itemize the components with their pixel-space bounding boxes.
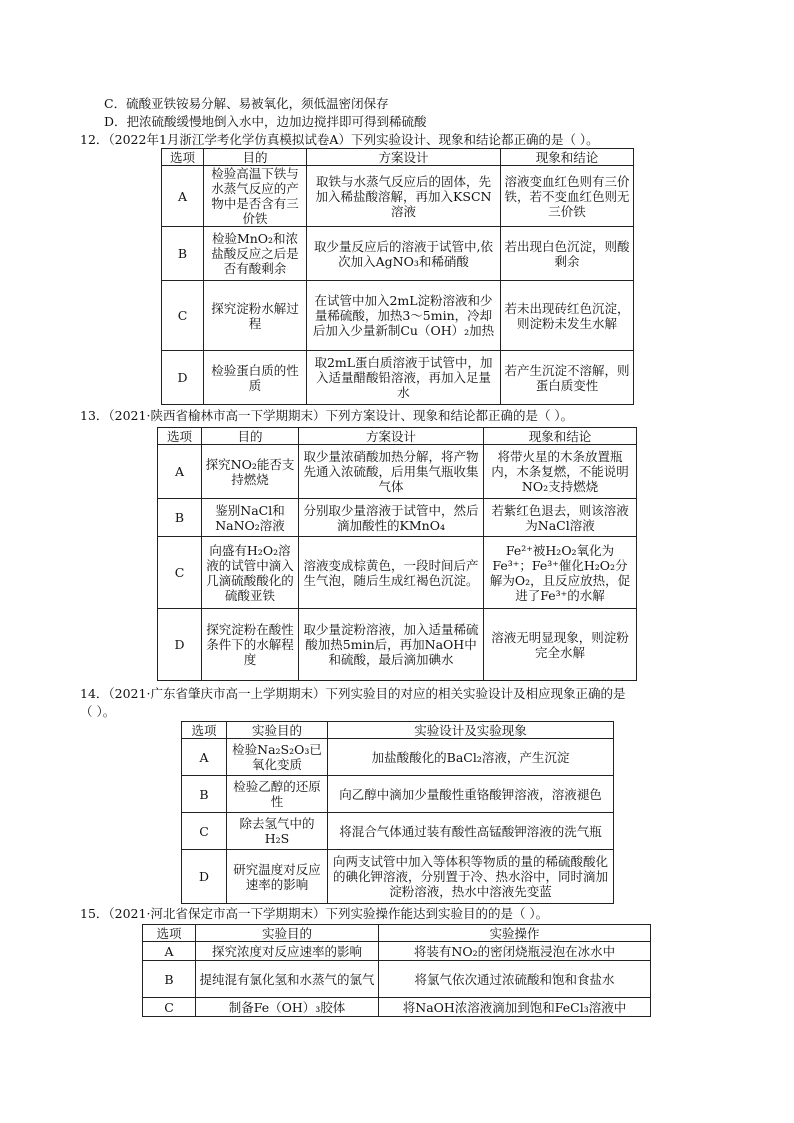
table-cell: 检验高温下铁与水蒸气反应的产物中是否含有三价铁: [204, 166, 307, 227]
header-cell: 实验目的: [196, 925, 379, 942]
option-c-text: C．硫酸亚铁铵易分解、易被氧化，须低温密闭保存: [104, 96, 389, 111]
option-label: C: [162, 281, 204, 351]
header-cell: 现象和结论: [484, 428, 637, 445]
header-cell: 实验目的: [227, 722, 328, 739]
table-cell: 向两支试管中加入等体积等物质的量的稀硫酸酸化的碘化钾溶液，分别置于冷、热水浴中，同时滴加淀粉溶液，热水中溶液先变蓝: [328, 850, 614, 904]
option-label: D: [158, 609, 202, 681]
question-14-title-continued: （ ）。: [80, 704, 116, 719]
table-cell: 若出现白色沉淀，则酸剩余: [501, 227, 634, 281]
table-cell: Fe²⁺被H₂O₂氧化为Fe³⁺；Fe³⁺催化H₂O₂分解为O₂，且反应放热，促进了Fe³⁺的水解: [484, 537, 637, 609]
table-row: [182, 813, 614, 850]
table-row: [162, 227, 634, 281]
table-cell: 检验蛋白质的性质: [204, 351, 307, 405]
table-cell: 溶液变血红色则有三价铁，若不变血红色则无三价铁: [501, 166, 634, 227]
header-cell: 选项: [182, 722, 227, 739]
table-row: [162, 166, 634, 227]
table-header-row: [162, 149, 634, 166]
option-label: B: [182, 776, 227, 813]
option-label: A: [158, 445, 202, 499]
option-label: B: [162, 227, 204, 281]
header-cell: 实验设计及实验现象: [328, 722, 614, 739]
table-cell: 探究NO₂能否支持燃烧: [202, 445, 299, 499]
table-header-row: [182, 722, 614, 739]
table-cell: 在试管中加入2mL淀粉溶液和少量稀硫酸，加热3～5min，冷却后加入少量新制Cu（OH）₂加热: [307, 281, 501, 351]
table-header-row: [143, 925, 651, 942]
option-label: C: [158, 537, 202, 609]
table-cell: 向盛有H₂O₂溶液的试管中滴入几滴硫酸酸化的硫酸亚铁: [202, 537, 299, 609]
option-label: D: [162, 351, 204, 405]
table-row: [158, 537, 637, 609]
table-row: [143, 998, 651, 1017]
question-12-title: 12．（2022年1月浙江学考化学仿真模拟试卷A）下列实验设计、现象和结论都正确的是（ ）。: [80, 132, 599, 147]
table-cell: 研究温度对反应速率的影响: [227, 850, 328, 904]
question-13-table: [157, 427, 637, 681]
question-12-table: [161, 148, 634, 405]
question-14-table: [181, 721, 614, 904]
header-cell: 实验操作: [379, 925, 651, 942]
option-d-text: D．把浓硫酸缓慢地倒入水中，边加边搅拌即可得到稀硫酸: [104, 114, 427, 129]
table-cell: 取2mL蛋白质溶液于试管中，加入适量醋酸铅溶液，再加入足量水: [307, 351, 501, 405]
table-cell: 若未出现砖红色沉淀，则淀粉未发生水解: [501, 281, 634, 351]
option-label: A: [143, 942, 196, 961]
table-cell: 将混合气体通过装有酸性高锰酸钾溶液的洗气瓶: [328, 813, 614, 850]
table-cell: 向乙醇中滴加少量酸性重铬酸钾溶液，溶液褪色: [328, 776, 614, 813]
header-cell: 选项: [162, 149, 204, 166]
table-row: [162, 351, 634, 405]
table-cell: 制备Fe（OH）₃胶体: [196, 998, 379, 1017]
header-cell: 选项: [158, 428, 202, 445]
table-cell: 将装有NO₂的密闭烧瓶浸泡在冰水中: [379, 942, 651, 961]
table-cell: 取少量淀粉溶液，加入适量稀硫酸加热5min后，再加NaOH中和硫酸，最后滴加碘水: [299, 609, 484, 681]
table-cell: 取少量反应后的溶液于试管中,依次加入AgNO₃和稀硝酸: [307, 227, 501, 281]
table-cell: 检验乙醇的还原性: [227, 776, 328, 813]
table-row: [158, 445, 637, 499]
table-row: [182, 776, 614, 813]
header-cell: 方案设计: [307, 149, 501, 166]
table-cell: 取少量浓硝酸加热分解，将产物先通入浓硫酸，后用集气瓶收集气体: [299, 445, 484, 499]
table-cell: 溶液无明显现象，则淀粉完全水解: [484, 609, 637, 681]
option-label: A: [162, 166, 204, 227]
table-row: [143, 961, 651, 998]
table-cell: 提纯混有氯化氢和水蒸气的氯气: [196, 961, 379, 998]
question-14-title: 14．（2021·广东省肇庆市高一上学期期末）下列实验目的对应的相关实验设计及相应现象正确的是: [80, 686, 626, 701]
table-cell: 检验Na₂S₂O₃已氧化变质: [227, 739, 328, 776]
option-label: B: [158, 499, 202, 537]
header-cell: 目的: [204, 149, 307, 166]
option-label: B: [143, 961, 196, 998]
table-cell: 若产生沉淀不溶解，则蛋白质变性: [501, 351, 634, 405]
option-label: A: [182, 739, 227, 776]
table-cell: 鉴别NaCl和NaNO₂溶液: [202, 499, 299, 537]
table-row: [162, 281, 634, 351]
table-cell: 检验MnO₂和浓盐酸反应之后是否有酸剩余: [204, 227, 307, 281]
table-cell: 若紫红色退去，则该溶液为NaCl溶液: [484, 499, 637, 537]
table-header-row: [158, 428, 637, 445]
table-cell: 将NaOH浓溶液滴加到饱和FeCl₃溶液中: [379, 998, 651, 1017]
table-cell: 将带火星的木条放置瓶内，木条复燃，不能说明NO₂支持燃烧: [484, 445, 637, 499]
table-cell: 分别取少量溶液于试管中，然后滴加酸性的KMnO₄: [299, 499, 484, 537]
table-cell: 探究浓度对反应速率的影响: [196, 942, 379, 961]
header-cell: 选项: [143, 925, 196, 942]
table-cell: 溶液变成棕黄色，一段时间后产生气泡，随后生成红褐色沉淀。: [299, 537, 484, 609]
table-row: [158, 499, 637, 537]
table-row: [182, 739, 614, 776]
question-13-title: 13．（2021·陕西省榆林市高一下学期期末）下列方案设计、现象和结论都正确的是（ ）。: [80, 408, 574, 423]
table-cell: 取铁与水蒸气反应后的固体，先加入稀盐酸溶解，再加入KSCN溶液: [307, 166, 501, 227]
header-cell: 现象和结论: [501, 149, 634, 166]
table-cell: 加盐酸酸化的BaCl₂溶液，产生沉淀: [328, 739, 614, 776]
option-label: C: [182, 813, 227, 850]
question-15-title: 15．（2021·河北省保定市高一下学期期末）下列实验操作能达到实验目的的是（ ）。: [80, 906, 549, 921]
table-cell: 探究淀粉水解过程: [204, 281, 307, 351]
table-row: [158, 609, 637, 681]
option-label: C: [143, 998, 196, 1017]
table-row: [143, 942, 651, 961]
question-15-table: [142, 924, 651, 1017]
table-row: [182, 850, 614, 904]
table-cell: 探究淀粉在酸性条件下的水解程度: [202, 609, 299, 681]
header-cell: 方案设计: [299, 428, 484, 445]
table-cell: 将氯气依次通过浓硫酸和饱和食盐水: [379, 961, 651, 998]
header-cell: 目的: [202, 428, 299, 445]
option-label: D: [182, 850, 227, 904]
table-cell: 除去氢气中的H₂S: [227, 813, 328, 850]
